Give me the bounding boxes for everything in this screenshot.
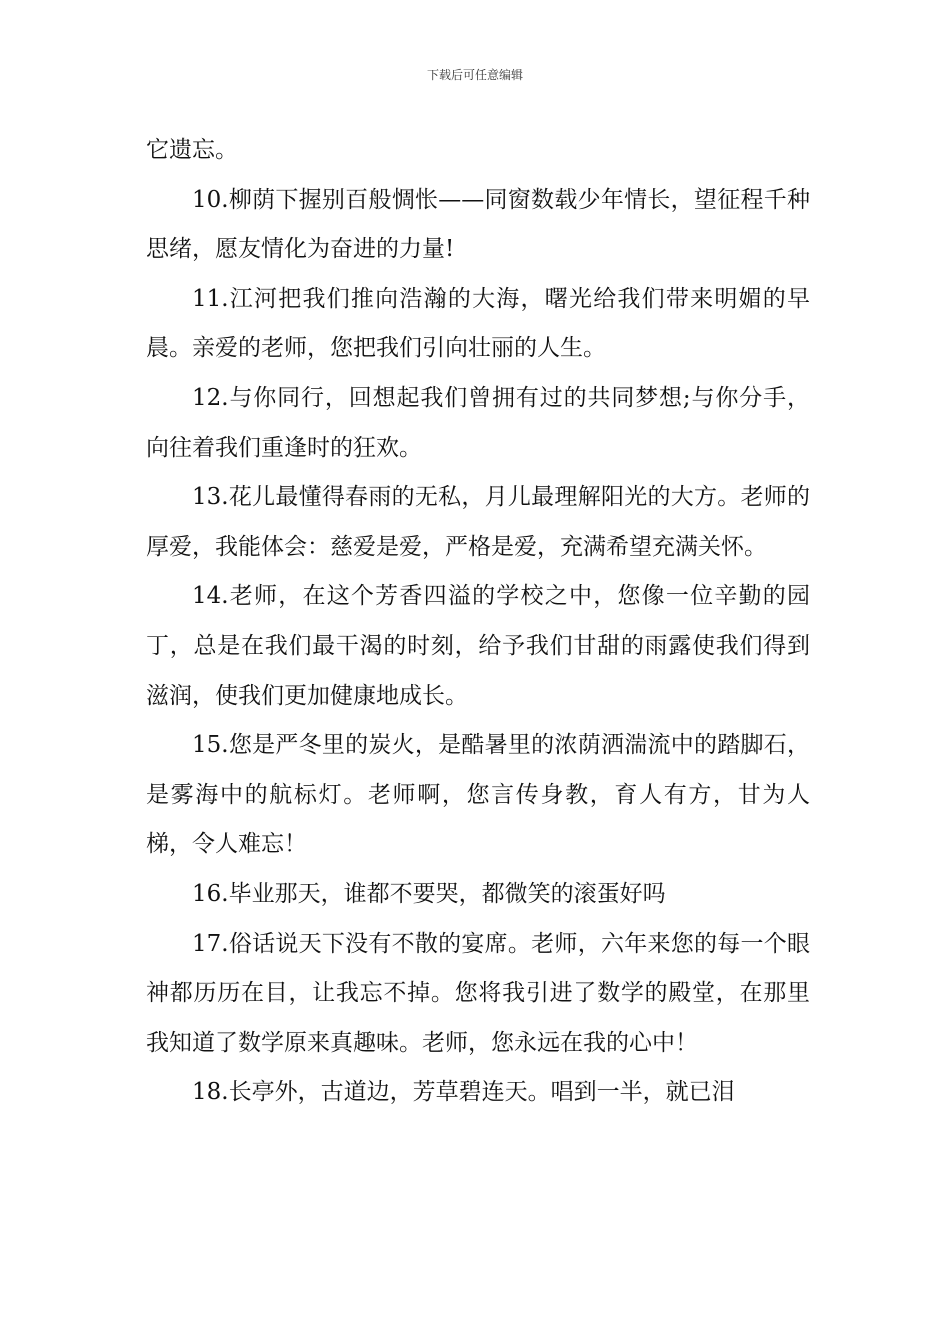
paragraph-14: 14.老师，在这个芳香四溢的学校之中，您像一位辛勤的园丁，总是在我们最干渴的时刻，给予我们甘甜的雨露使我们得到滋润，使我们更加健康地成长。 (146, 583, 810, 709)
document-body (146, 126, 810, 1118)
paragraph-continuation: 它遗忘。 (146, 137, 238, 163)
paragraph-13: 13.花儿最懂得春雨的无私，月儿最理解阳光的大方。老师的厚爱，我能体会：慈爱是爱，严格是爱，充满希望充满关怀。 (146, 484, 810, 560)
paragraph-18: 18.长亭外，古道边，芳草碧连天。唱到一半，就已泪 (192, 1079, 735, 1106)
paragraph-17: 17.俗话说天下没有不散的宴席。老师，六年来您的每一个眼神都历历在目，让我忘不掉。您将我引进了数学的殿堂，在那里我知道了数学原来真趣味。老师，您永远在我的心中！ (146, 930, 810, 1056)
page-header: 下载后可任意编辑 (426, 68, 523, 82)
paragraph-11: 11.江河把我们推向浩瀚的大海，曙光给我们带来明媚的早晨。亲爱的老师，您把我们引向壮丽的人生。 (146, 285, 810, 362)
paragraph-15: 15.您是严冬里的炭火，是酷暑里的浓荫洒湍流中的踏脚石，是雾海中的航标灯。老师啊，您言传身教，育人有方，甘为人梯，令人难忘！ (146, 732, 810, 858)
paragraph-16: 16.毕业那天，谁都不要哭，都微笑的滚蛋好吗 (192, 880, 666, 907)
paragraph-12: 12.与你同行，回想起我们曾拥有过的共同梦想;与你分手，向往着我们重逢时的狂欢。 (146, 384, 810, 461)
paragraph-10: 10.柳荫下握别百般惆怅——同窗数载少年情长，望征程千种思绪，愿友情化为奋进的力量! (146, 186, 810, 263)
